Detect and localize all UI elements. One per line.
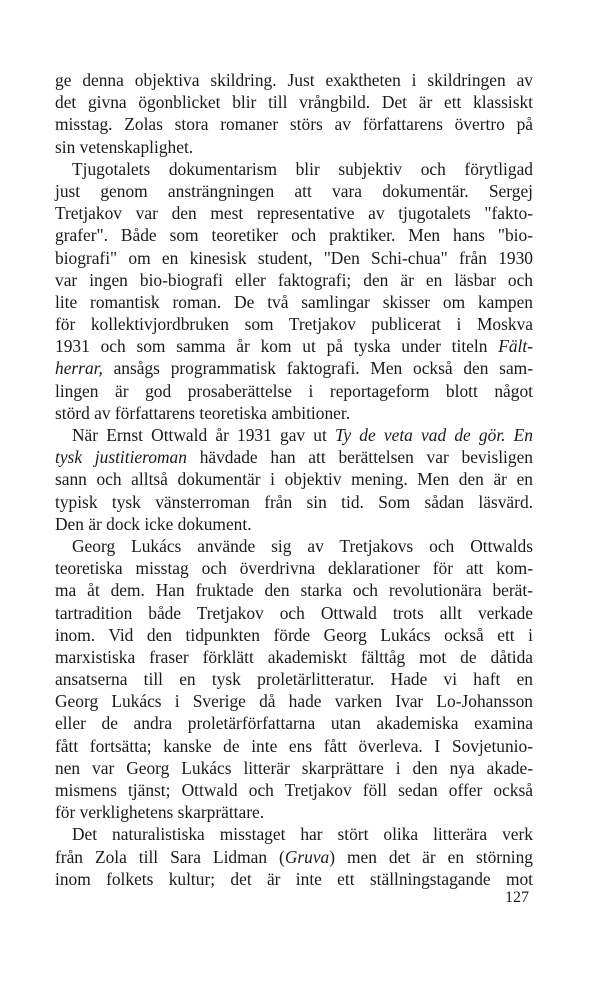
text-line: Tretjakov var den mest representative av tjugotalets "fakto-: [55, 203, 533, 224]
text-line: tartradition både Tretjakov och Ottwald trots allt verkade: [55, 602, 533, 623]
text-line: ge denna objektiva skildring. Just exaktheten i skildringen av: [55, 70, 533, 90]
body-text: [55, 69, 533, 890]
text-line: var ingen bio-biografi eller faktografi; den är en läsbar och: [55, 269, 533, 290]
italic-title: herrar,: [55, 358, 103, 379]
text-line: eller de andra proletärförfattarna utan akademiska examina: [55, 713, 533, 734]
text-line: just genom ansträngningen att vara dokumentär. Sergej: [55, 180, 533, 201]
text-line: 1931 och som samma år kom ut på tyska under titeln Fält-: [55, 336, 533, 357]
text-line: lite romantisk roman. De två samlingar skisser om kampen: [55, 291, 533, 312]
italic-title: Ty de veta vad de gör. En: [335, 425, 534, 445]
text-line: störd av författarens teoretiska ambitioner.: [55, 402, 351, 423]
text-line: inom folkets kultur; det är inte ett ställningstagande mot: [55, 868, 533, 889]
text-line: herrar, ansågs programmatisk faktografi. Men också den sam-: [55, 358, 533, 379]
italic-title: Fält-: [498, 336, 533, 357]
text-line: sin vetenskaplighet.: [55, 136, 194, 157]
text-line: sann och alltså dokumentär i objektiv mening. Men den är en: [55, 469, 533, 490]
page-number: 127: [505, 889, 529, 906]
text-line: Tjugotalets dokumentarism blir subjektiv och förytligad: [72, 158, 533, 179]
text-line: typisk tysk vänsterroman från sin tid. Som sådan läsvärd.: [55, 491, 533, 512]
text-line: tysk justitieroman hävdade han att berättelsen var bevisligen: [55, 447, 533, 468]
text-line: grafer". Både som teoretiker och praktiker. Men hans "bio-: [55, 225, 533, 246]
text-line: lingen är god prosaberättelse i reportageform blott något: [55, 380, 533, 401]
text-line: När Ernst Ottwald år 1931 gav ut Ty de veta vad de gör. En: [72, 425, 534, 445]
text-line: för verklighetens skarprättare.: [55, 802, 265, 823]
text-line: Det naturalistiska misstaget har stört olika litterära verk: [72, 824, 533, 845]
text-line: nen var Georg Lukács litterär skarprättare i den nya akade-: [55, 757, 533, 778]
text-line: ansatserna till en tysk proletärlitteratur. Hade vi haft en: [55, 669, 533, 690]
italic-title: tysk justitieroman: [55, 447, 187, 468]
text-line: teoretiska misstag och överdrivna deklarationer för att kom-: [55, 558, 533, 579]
text-line: Georg Lukács använde sig av Tretjakovs och Ottwalds: [72, 535, 533, 556]
text-line: biografi" om en kinesisk student, "Den Schi-chua" från 1930: [55, 247, 533, 268]
text-line: ma åt dem. Han fruktade den starka och revolutionära berät-: [55, 580, 533, 601]
text-line: mismens tjänst; Ottwald och Tretjakov föll sedan offer också: [55, 780, 533, 800]
text-line: Georg Lukács i Sverige då hade varken Ivar Lo-Johansson: [55, 691, 533, 712]
text-line: för kollektivjordbruken som Tretjakov publicerat i Moskva: [55, 314, 533, 335]
text-line: det givna ögonblicket blir till vrångbild. Det är ett klassiskt: [55, 92, 533, 113]
text-line: Den är dock icke dokument.: [55, 513, 252, 534]
text-line: från Zola till Sara Lidman (Gruva) men det är en störning: [55, 846, 533, 867]
text-line: fått fortsätta; kanske de inte ens fått överleva. I Sovjetunio-: [55, 735, 533, 756]
text-line: misstag. Zolas stora romaner störs av författarens övertro på: [55, 114, 533, 135]
text-line: inom. Vid den tidpunkten förde Georg Lukács också ett i: [55, 624, 533, 645]
text-line: marxistiska fraser förklätt akademiskt fälttåg mot de dåtida: [55, 646, 533, 667]
italic-title: Gruva: [284, 846, 330, 867]
